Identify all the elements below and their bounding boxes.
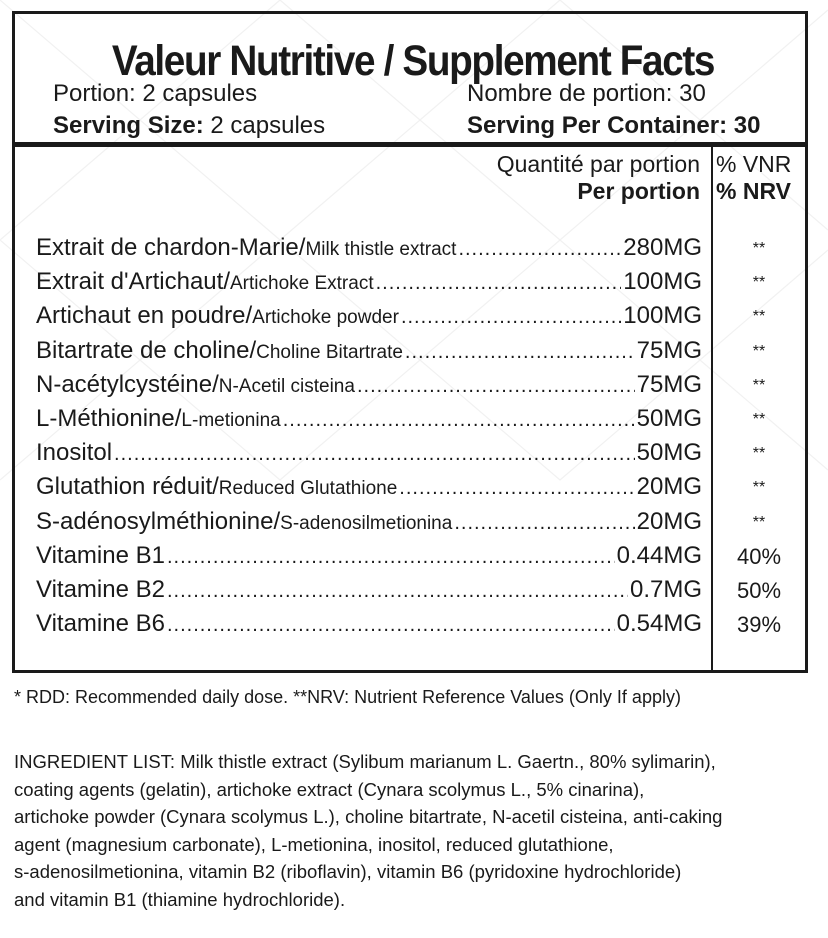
leader-dots	[458, 238, 621, 261]
nutrient-nrv: 40%	[736, 543, 782, 569]
nutrient-nrv: **	[752, 411, 766, 428]
nutrient-row	[36, 439, 702, 472]
nutrient-amount: 0.44MG	[616, 541, 702, 569]
nutrient-nrv: **	[752, 308, 766, 326]
serving-size-en-value: 2 capsules	[203, 112, 326, 139]
nutrient-name	[36, 610, 165, 638]
nutrient-name	[36, 337, 403, 365]
nutrient-name	[36, 473, 397, 501]
ingredient-line: and vitamin B1 (thiamine hydrochloride).	[14, 888, 346, 910]
serving-size-fr: Portion: 2 capsules	[53, 80, 258, 107]
nutrient-name-fr: Glutathion réduit/	[36, 473, 219, 501]
nutrient-name-en: Artichoke powder	[252, 307, 399, 329]
amount-header-fr: Quantité par portion	[496, 151, 700, 177]
nutrient-nrv: **	[752, 479, 766, 497]
header-divider	[15, 142, 805, 147]
leader-dots	[399, 477, 634, 500]
leader-dots	[167, 614, 615, 637]
nrv-header-fr: % VNR	[716, 151, 792, 177]
nutrient-name-fr: Inositol	[36, 439, 113, 467]
nutrient-name	[36, 371, 355, 399]
serving-size-en-label: Serving Size:	[53, 112, 204, 139]
nrv-header-en: % NRV	[716, 178, 791, 204]
nutrient-name-fr: S-adénosylméthionine/	[36, 507, 281, 535]
nutrient-name-fr: Extrait de chardon-Marie/	[36, 234, 306, 261]
nutrient-name-en: Choline Bitartrate	[256, 341, 403, 363]
nutrient-name-en: N-Acetil cisteina	[218, 375, 355, 397]
nutrient-name	[36, 542, 165, 570]
nutrient-row	[36, 542, 702, 575]
leader-dots	[376, 272, 622, 295]
nutrient-name-en: Milk thistle extract	[305, 239, 457, 260]
ingredient-line: coating agents (gelatin), artichoke extract (Cynara scolymus L., 5% cinarina),	[14, 778, 645, 800]
nutrient-name-fr: Artichaut en poudre/	[36, 302, 253, 330]
serving-size-en	[53, 112, 325, 140]
nutrient-row	[36, 302, 702, 335]
nutrient-nrv: **	[752, 274, 766, 292]
nutrient-name-en: S-adenosilmetionina	[280, 512, 453, 534]
nutrient-nrv: 39%	[736, 612, 782, 638]
nutrient-nrv: **	[752, 513, 766, 531]
servings-per-container-fr: Nombre de portion: 30	[467, 80, 706, 107]
nutrient-row	[36, 268, 702, 301]
nutrient-name-fr: Extrait d'Artichaut/	[36, 268, 230, 296]
nutrient-row	[36, 234, 702, 267]
nutrient-name-fr: Vitamine B6	[36, 610, 165, 638]
nutrient-amount: 100MG	[623, 268, 702, 296]
nutrient-name	[36, 439, 112, 467]
nutrient-name	[36, 302, 399, 330]
nutrient-name-en: Artichoke Extract	[230, 273, 374, 295]
nutrient-row	[36, 610, 702, 643]
nutrient-row	[36, 371, 702, 404]
nutrient-name-en: Reduced Glutathione	[218, 478, 398, 500]
nutrient-nrv: **	[752, 445, 766, 463]
supplement-facts-panel	[12, 11, 808, 673]
ingredient-list	[14, 748, 814, 913]
nutrient-name-fr: N-acétylcystéine/	[36, 370, 219, 398]
nutrient-name	[36, 268, 374, 296]
nutrient-amount: 100MG	[623, 302, 702, 330]
leader-dots	[167, 580, 628, 603]
leader-dots	[401, 306, 621, 329]
leader-dots	[405, 341, 635, 364]
nutrient-row	[36, 576, 702, 609]
nutrient-amount: 75MG	[636, 336, 702, 364]
nutrient-name-en: L-metionina	[181, 410, 281, 431]
nutrient-row	[36, 337, 702, 370]
leader-dots	[283, 409, 635, 432]
label-title: Valeur Nutritive / Supplement Facts	[111, 37, 715, 85]
footnote: * RDD: Recommended daily dose. **NRV: Nutrient Reference Values (Only If apply)	[14, 687, 681, 707]
nutrient-amount: 75MG	[636, 370, 702, 398]
nutrient-amount: 20MG	[636, 473, 702, 501]
nutrient-nrv: 50%	[736, 578, 782, 603]
leader-dots	[167, 546, 615, 569]
nutrient-amount: 50MG	[636, 439, 702, 467]
nutrient-row	[36, 473, 702, 506]
nutrient-amount: 280MG	[623, 234, 702, 261]
ingredient-line: s-adenosilmetionina, vitamin B2 (riboflavin), vitamin B6 (pyridoxine hydrochloride)	[14, 861, 682, 882]
leader-dots	[357, 375, 635, 398]
leader-dots	[114, 443, 635, 466]
nutrient-name	[36, 576, 165, 604]
nutrient-name-fr: L-Méthionine/	[36, 405, 182, 432]
ingredient-line: agent (magnesium carbonate), L-metionina, inositol, reduced glutathione,	[14, 833, 614, 855]
nutrient-nrv: **	[752, 342, 766, 360]
nutrient-name	[36, 234, 456, 262]
ingredient-line: artichoke powder (Cynara scolymus L.), choline bitartrate, N-acetil cisteina, anti-caking	[14, 806, 723, 827]
servings-per-container-en: Serving Per Container: 30	[467, 112, 761, 139]
nutrient-name-fr: Vitamine B2	[36, 576, 165, 603]
nutrient-name-fr: Bitartrate de choline/	[36, 336, 257, 364]
nutrient-name-fr: Vitamine B1	[36, 541, 165, 569]
ingredient-line: INGREDIENT LIST: Milk thistle extract (Sylibum marianum L. Gaertn., 80% sylimarin),	[14, 751, 716, 772]
nutrient-amount: 50MG	[636, 405, 702, 432]
nutrient-nrv: **	[752, 240, 766, 257]
nutrient-row	[36, 508, 702, 541]
nutrient-name	[36, 508, 452, 536]
amount-header-en: Per portion	[577, 178, 700, 204]
nutrient-name	[36, 405, 281, 433]
nutrient-amount: 0.54MG	[616, 610, 702, 638]
nutrient-amount: 20MG	[636, 507, 702, 535]
nutrient-row	[36, 405, 702, 438]
nutrient-amount: 0.7MG	[629, 576, 702, 603]
nutrient-nrv: **	[752, 376, 766, 394]
leader-dots	[454, 512, 634, 535]
